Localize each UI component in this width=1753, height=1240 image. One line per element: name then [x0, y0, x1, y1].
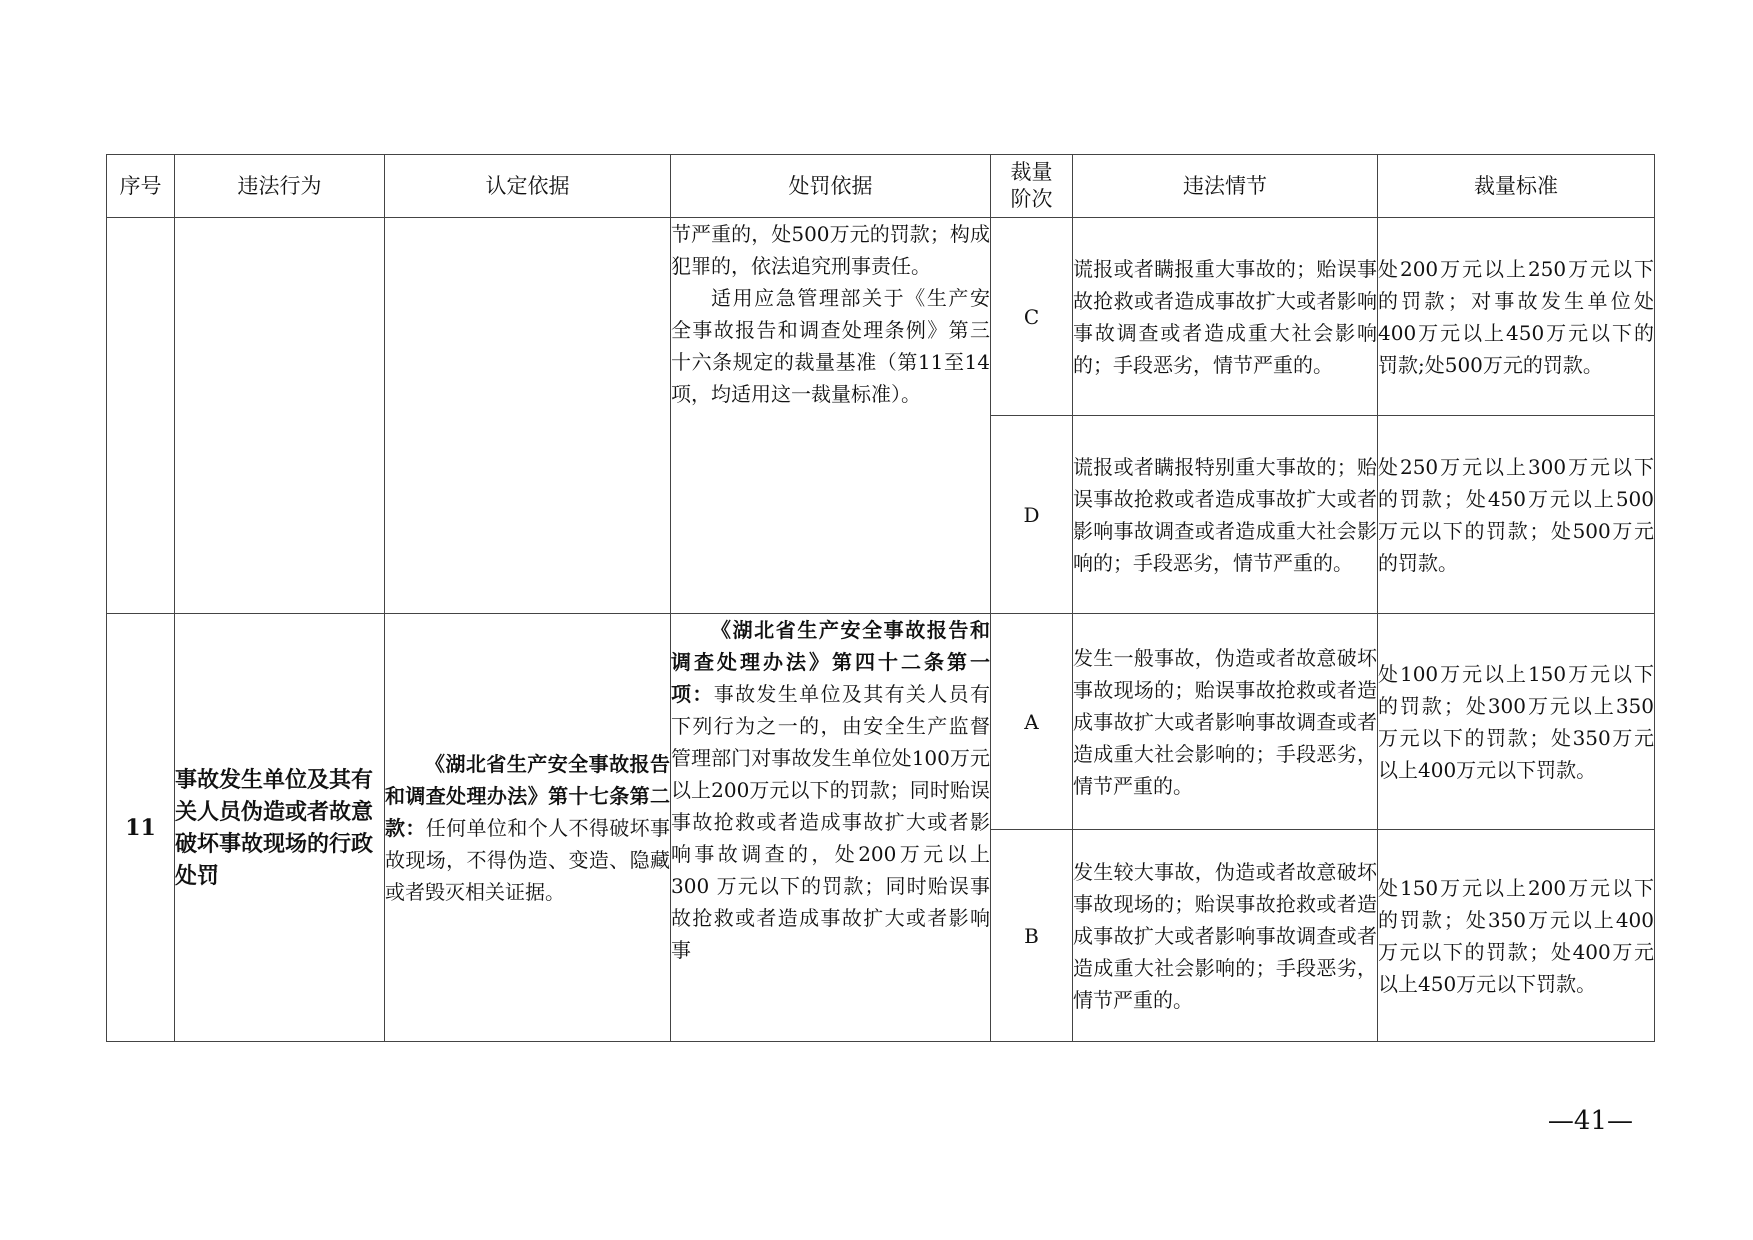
- penalty-basis-cell: [671, 218, 991, 614]
- basis-title: 《湖北省生产安全事故报告和调查处理办法》第十七条第二款：: [385, 751, 670, 840]
- standard-cell: 处150万元以上200万元以下的罚款；处350万元以上400万元以下的罚款；处400万元以上450万元以下罚款。: [1378, 830, 1655, 1042]
- penalty-basis-cell: [671, 614, 991, 1042]
- penalty-basis-paragraph: 节严重的，处500万元的罚款；构成犯罪的，依法追究刑事责任。: [671, 222, 990, 278]
- circumstances-cell: 发生较大事故，伪造或者故意破坏事故现场的；贻误事故抢救或者造成事故扩大或者影响事故调查或者造成重大社会影响的；手段恶劣，情节严重的。: [1073, 830, 1378, 1042]
- table-row: [107, 614, 1655, 830]
- penalty-basis-text: 事故发生单位及其有关人员有下列行为之一的，由安全生产监督管理部门对事故发生单位处100万元以上200万元以下的罚款；同时贻误事故抢救或者造成事故扩大或者影响事故调查的，处200万元以上 300 万元以下的罚款；同时贻误事故抢救或者造成事故扩大或者影响事: [671, 682, 991, 962]
- basis-text: 任何单位和个人不得破坏事故现场，不得伪造、变造、隐藏或者毁灭相关证据。: [385, 815, 671, 904]
- header-behavior: 违法行为: [175, 155, 385, 218]
- header-basis: 认定依据: [385, 155, 671, 218]
- level-cell: D: [991, 416, 1073, 614]
- penalty-table: [106, 154, 1655, 1042]
- level-cell: C: [991, 218, 1073, 416]
- circumstances-cell: 发生一般事故，伪造或者故意破坏事故现场的；贻误事故抢救或者造成事故扩大或者影响事故调查或者造成重大社会影响的；手段恶劣，情节严重的。: [1073, 614, 1378, 830]
- header-level: [991, 155, 1073, 218]
- behavior-cell-empty: [175, 218, 385, 614]
- header-level-text: 裁量阶次: [1010, 160, 1053, 211]
- basis-cell: [385, 614, 671, 1042]
- header-seq: 序号: [107, 155, 175, 218]
- level-cell: A: [991, 614, 1073, 830]
- standard-cell: 处200万元以上250万元以下的罚款；对事故发生单位处400万元以上450万元以下的罚款;处500万元的罚款。: [1378, 218, 1655, 416]
- header-row: [107, 155, 1655, 218]
- standard-cell: 处100万元以上150万元以下的罚款；处300万元以上350万元以下的罚款；处350万元以上400万元以下罚款。: [1378, 614, 1655, 830]
- standard-cell: 处250万元以上300万元以下的罚款；处450万元以上500万元以下的罚款；处500万元的罚款。: [1378, 416, 1655, 614]
- seq-cell-empty: [107, 218, 175, 614]
- page-number: —41—: [1547, 1106, 1633, 1136]
- table-row: [107, 218, 1655, 416]
- penalty-basis-title: 《湖北省生产安全事故报告和调查处理办法》第四十二条第一项：: [671, 618, 990, 706]
- circumstances-cell: 谎报或者瞒报重大事故的；贻误事故抢救或者造成事故扩大或者影响事故调查或者造成重大社会影响的；手段恶劣，情节严重的。: [1073, 218, 1378, 416]
- level-cell: B: [991, 830, 1073, 1042]
- seq-cell: 11: [107, 614, 175, 1042]
- header-standard: 裁量标准: [1378, 155, 1655, 218]
- penalty-basis-paragraph: 适用应急管理部关于《生产安全事故报告和调查处理条例》第三十六条规定的裁量基准（第11至14项，均适用这一裁量标准）。: [671, 286, 990, 406]
- behavior-cell: 事故发生单位及其有关人员伪造或者故意破坏事故现场的行政处罚: [175, 614, 385, 1042]
- header-penalty-basis: 处罚依据: [671, 155, 991, 218]
- basis-cell-empty: [385, 218, 671, 614]
- header-circumstances: 违法情节: [1073, 155, 1378, 218]
- circumstances-cell: 谎报或者瞒报特别重大事故的；贻误事故抢救或者造成事故扩大或者影响事故调查或者造成重大社会影响的；手段恶劣，情节严重的。: [1073, 416, 1378, 614]
